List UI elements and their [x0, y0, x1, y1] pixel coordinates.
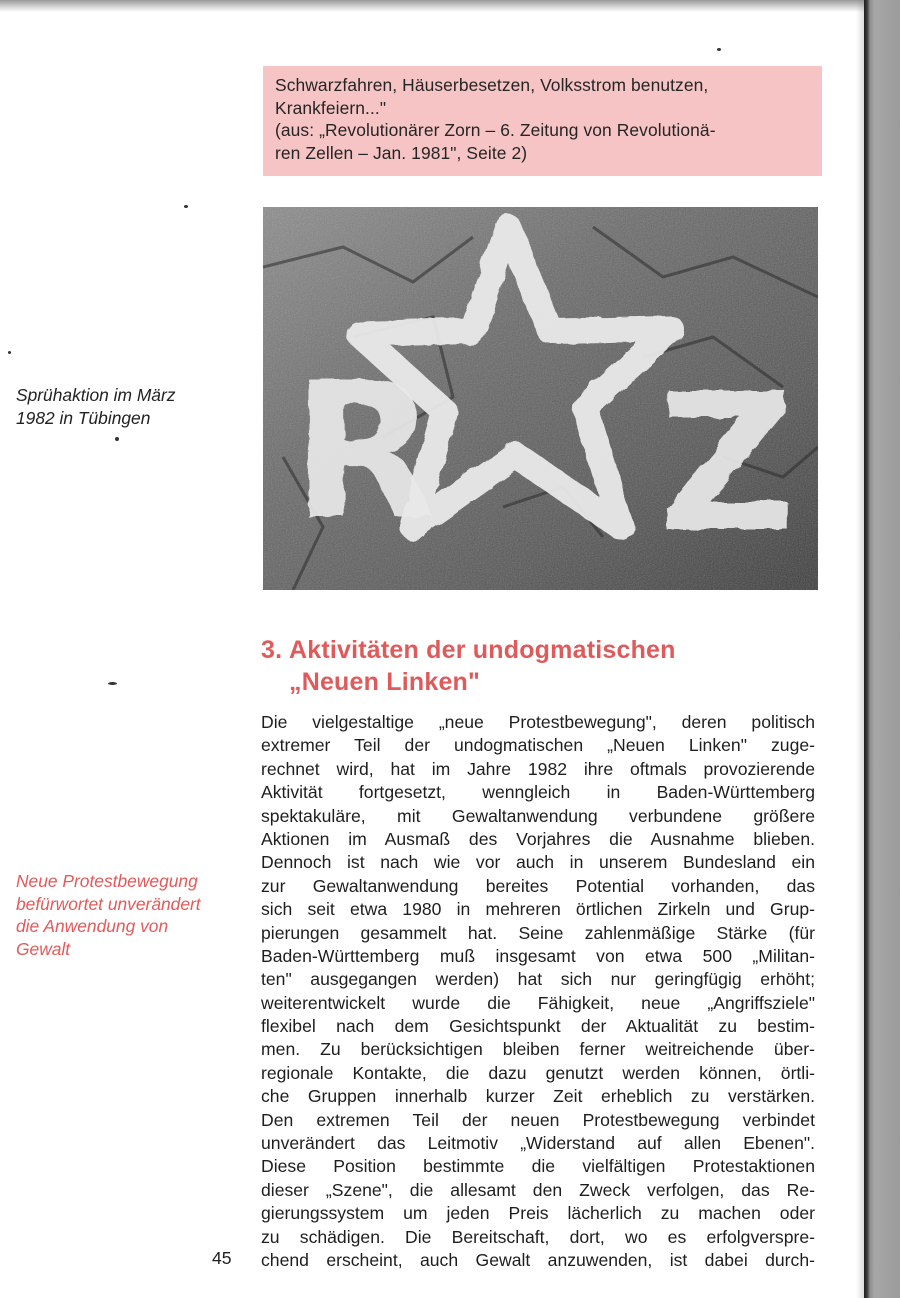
body-line: gierungssystem um jeden Preis lächerlich zu machen oder	[261, 1203, 815, 1224]
body-line: pierungen gesammelt hat. Seine zahlenmäßige Stärke (für	[261, 922, 815, 943]
body-line: Aktivität fortgesetzt, wenngleich in Baden-Württemberg	[261, 782, 815, 803]
body-line: Aktionen im Ausmaß des Vorjahres die Ausnahme blieben.	[261, 828, 815, 849]
letter-z: Z	[658, 353, 796, 574]
section-title-line1: Aktivitäten der undogmatischen	[289, 636, 676, 664]
body-line: flexibel nach dem Gesichtspunkt der Aktualität zu bestim-	[261, 1016, 815, 1037]
body-paragraph	[261, 711, 815, 1272]
photo-caption-line: 1982 in Tübingen	[16, 407, 151, 428]
page-number: 45	[212, 1248, 232, 1268]
body-line: ten" ausgegangen werden) hat sich nur geringfügig erhöht;	[261, 969, 815, 990]
section-number: 3.	[261, 636, 283, 664]
quote-line: Krankfeiern..."	[275, 97, 387, 118]
margin-note-line: befürwortet unverändert	[16, 893, 201, 914]
letter-r: R	[291, 341, 438, 562]
body-line: sich seit etwa 1980 in mehreren örtlichen Zirkeln und Grup-	[261, 899, 815, 920]
scan-speck	[108, 682, 117, 685]
scan-right-edge	[864, 0, 900, 1298]
scan-top-edge	[0, 0, 868, 12]
body-line: spektakuläre, mit Gewaltanwendung verbundene größere	[261, 805, 815, 826]
scan-speck	[115, 437, 119, 441]
body-line: extremer Teil der undogmatischen „Neuen Linken" zuge-	[261, 735, 815, 756]
body-line: Baden-Württemberg muß insgesamt von etwa 500 „Militan-	[261, 945, 815, 966]
body-line: rechnet wird, hat im Jahre 1982 ihre oftmals provozierende	[261, 758, 815, 779]
quote-line: Schwarzfahren, Häuserbesetzen, Volksstrom benutzen,	[275, 75, 709, 95]
body-line: che Gruppen innerhalb kurzer Zeit erheblich zu verstärken.	[261, 1086, 815, 1107]
scan-speck	[717, 48, 721, 51]
scan-speck	[184, 205, 188, 208]
body-line: Dennoch ist nach wie vor auch in unserem Bundesland ein	[261, 852, 815, 873]
body-line: Diese Position bestimmte die vielfältigen Protestaktionen	[261, 1156, 815, 1177]
body-line: men. Zu berücksichtigen bleiben ferner weitreichende über-	[261, 1039, 815, 1060]
section-title-line2: „Neuen Linken"	[289, 668, 481, 696]
page-gutter-shadow	[856, 0, 864, 1298]
photo-caption	[16, 384, 175, 429]
body-line: unverändert das Leitmotiv „Widerstand auf allen Ebenen".	[261, 1133, 815, 1154]
body-line: zur Gewaltanwendung bereites Potential vorhanden, das	[261, 875, 815, 896]
graffiti-photo-image	[263, 207, 818, 590]
photo-caption-line: Sprühaktion im März	[16, 385, 176, 405]
graffiti-photo	[263, 207, 818, 590]
body-line: Den extremen Teil der neuen Protestbewegung verbindet	[261, 1109, 815, 1130]
body-line: Die vielgestaltige „neue Protestbewegung", deren politisch	[261, 712, 815, 732]
quote-text	[275, 74, 812, 164]
margin-note	[16, 870, 201, 960]
body-line: weiterentwickelt wurde die Fähigkeit, neue „Angriffsziele"	[261, 992, 815, 1013]
quote-box	[263, 66, 822, 176]
scan-speck	[8, 351, 11, 354]
quote-line: (aus: „Revolutionärer Zorn – 6. Zeitung von Revolutionä-	[275, 120, 716, 140]
body-line: regionale Kontakte, die dazu genutzt werden können, örtli-	[261, 1062, 815, 1083]
body-line: dieser „Szene", die allesamt den Zweck verfolgen, das Re-	[261, 1179, 815, 1200]
margin-note-line: Neue Protestbewegung	[16, 871, 198, 891]
margin-note-line: Gewalt	[16, 938, 71, 959]
quote-line: ren Zellen – Jan. 1981", Seite 2)	[275, 142, 528, 163]
section-heading	[261, 634, 676, 698]
margin-note-line: die Anwendung von	[16, 916, 169, 937]
body-line: chend erscheint, auch Gewalt anzuwenden, ist dabei durch-	[261, 1249, 815, 1270]
body-line: zu schädigen. Die Bereitschaft, dort, wo es erfolgverspre-	[261, 1226, 815, 1247]
